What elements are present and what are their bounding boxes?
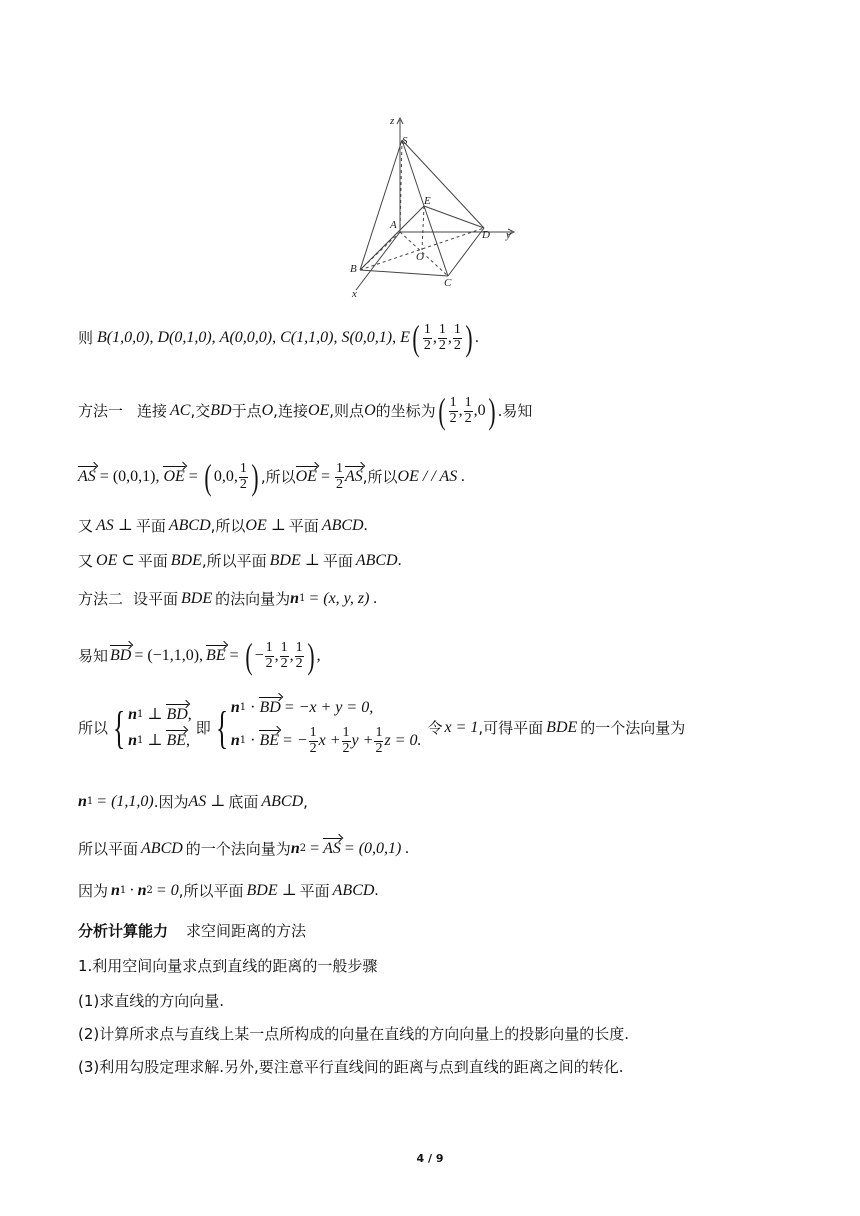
label-C: C [444, 277, 452, 289]
perp-line-2: 又 OE ⊂ 平面 BDE ,所以平面 BDE ⊥ 平面 ABCD . [78, 551, 402, 570]
conclusion-line: 因为 n 1 · n 2 = 0 ,所以平面 BDE ⊥ 平面 ABCD . [78, 881, 379, 900]
perp-line-1: 又 AS ⊥ 平面 ABCD ,所以 OE ⊥ 平面 ABCD . [78, 516, 368, 535]
bd-be-line: 易知 BD = (−1,1,0), BE = ( − $\frac{1}{2}$ , $\frac{1}{2}$ , $\frac{1}{2}$ ) , [78, 635, 321, 676]
label-x: x [352, 288, 357, 300]
step-item: (1)求直线的方向向量. [78, 992, 225, 1010]
pyramid-figure [340, 112, 520, 302]
step-item: 1.利用空间向量求点到直线的距离的一般步骤 [78, 957, 378, 975]
n2-line: 所以平面 ABCD 的一个法向量为 n 2 = AS = (0,0,1) . [78, 839, 410, 858]
label-S: S [402, 135, 408, 147]
section-heading: 分析计算能力 求空间距离的方法 [78, 922, 307, 940]
method2-line: 方法二 设平面 BDE 的法向量为 n 1 = (x, y, z) . [78, 589, 378, 608]
method1-line: 方法一 连接 AC ,交 BD 于点 O ,连接 OE ,则点 O 的坐标为 ( $\frac{1}{2}$ , $\frac{1}{2}$ ,0 ) .易知 [78, 390, 533, 431]
vector-as-oe-line: AS = (0,0,1), OE = ( 0,0, $\frac{1}{2}$ ) ,所以 OE = $\frac{1}{2}$ AS ,所以 OE / / AS . [78, 456, 466, 497]
label-z: z [390, 115, 395, 127]
label-A: A [390, 219, 397, 231]
label-B: B [350, 263, 357, 275]
label-O: O [416, 251, 424, 263]
n1-line: n 1 = (1,1,0) .因为 AS ⊥ 底面 ABCD , [78, 792, 308, 811]
label-E: E [424, 195, 431, 207]
coordinates-line: 则 B(1,0,0) , D(0,1,0) , A(0,0,0) , C(1,1,0) , S(0,0,1) , E ( $\frac{1}{2}$ , $\frac{1}{2}$ , $\frac{1}{2}$ ) . [78, 317, 479, 358]
label-D: D [482, 229, 490, 241]
page-number: 4 / 9 [416, 1152, 444, 1165]
system-line: 所以 { n 1 ⊥ BD , n 1 ⊥ BE , 即 { n 1 · BD = −x + y = 0, n 1 · BE = − $\frac{1}{2}$ x + $\frac{1}{2}$ y + $\frac{1}{2}$ z = 0. 令 x = 1 ,可得平面 BDE 的一个法向量为 [78, 699, 686, 756]
step-item: (3)利用勾股定理求解.另外,要注意平行直线间的距离与点到直线的距离之间的转化. [78, 1058, 624, 1076]
step-item: (2)计算所求点与直线上某一点所构成的向量在直线的方向向量上的投影向量的长度. [78, 1025, 630, 1043]
label-y: y [506, 229, 511, 241]
